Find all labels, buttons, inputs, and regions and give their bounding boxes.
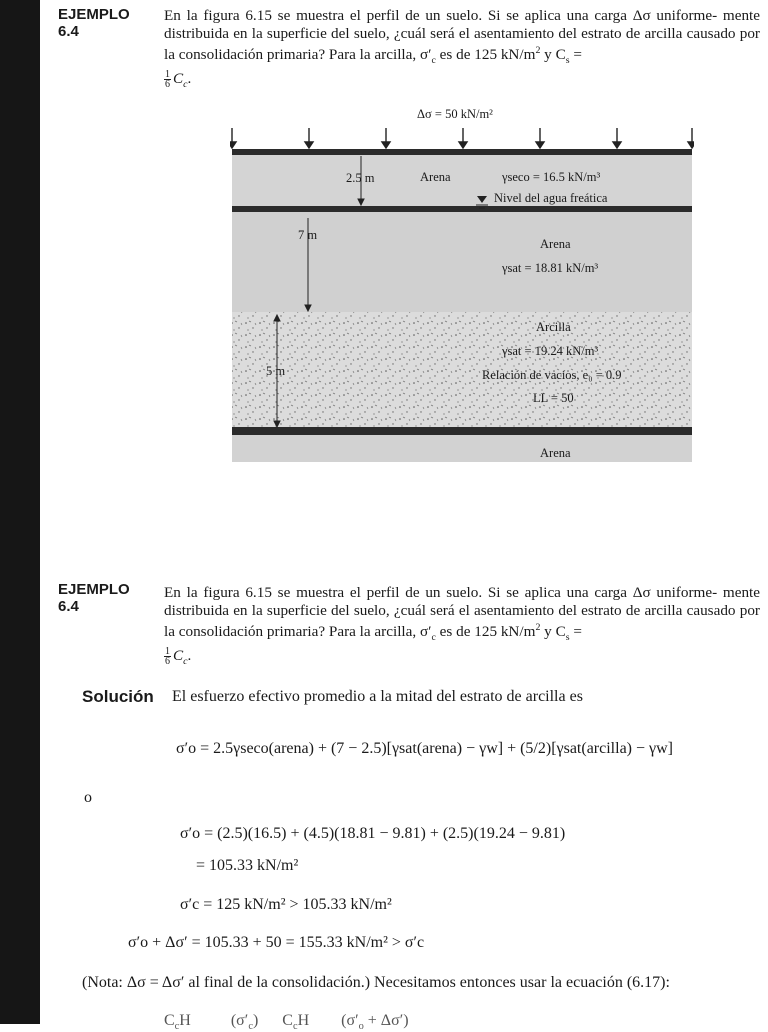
- water-table-label: Nivel del agua freática: [494, 191, 608, 205]
- liquid-limit-label: LL = 50: [533, 391, 574, 405]
- layer3-gamma: γsat = 19.24 kN/m³: [502, 344, 599, 358]
- layer-clay: [232, 312, 692, 430]
- void-ratio-label: Relación de vacíos, e₀ = 0.9: [482, 368, 622, 382]
- truncated-equation: $C_cH$ $(\sigma'_c)$ $C_cH$ $(\sigma'_o + \Delta\sigma')$: [164, 1012, 409, 1032]
- layer-saturated-sand: [232, 208, 692, 312]
- layer1-name: Arena: [420, 170, 451, 184]
- layer3-name: Arcilla: [536, 320, 571, 334]
- dim-7m: 7 m: [298, 228, 318, 242]
- example-label-top: EJEMPLO 6.4: [58, 6, 130, 40]
- problem-statement-bottom: En la figura 6.15 se muestra el perfil de un suelo. Si se aplica una carga Δσ uniforme- mente distribuida en la superficie del suelo, ¿cuál será el asentamiento del estrato de arcilla causado por la consolidación primaria? Para la arcilla, $\sigma'_c$ es de 125 $kN/m^2$ y $C_s$ = $\frac{1}{6}$ $C_c$.: [164, 584, 760, 667]
- note-line: (Nota: Δσ = Δσ′ al final de la consolidación.) Necesitamos entonces usar la ecuación (6.17):: [82, 974, 670, 991]
- page-edge-bar: [0, 0, 40, 1024]
- equation-2: σ′o = (2.5)(16.5) + (4.5)(18.81 − 9.81) + (2.5)(19.24 − 9.81): [180, 825, 566, 842]
- layer-dry-sand: [232, 152, 692, 208]
- solution-intro: El esfuerzo efectivo promedio a la mitad del estrato de arcilla es: [172, 688, 583, 705]
- solution-heading: Solución: [82, 687, 154, 706]
- example-label-bottom: EJEMPLO 6.4: [58, 581, 130, 615]
- dim-2-5m: 2.5 m: [346, 171, 375, 185]
- load-label: Δσ = 50 kN/m²: [417, 107, 493, 121]
- layer2-name: Arena: [540, 237, 571, 251]
- soil-profile-diagram: [230, 104, 694, 464]
- equation-4: σ′c = 125 kN/m² > 105.33 kN/m²: [180, 896, 392, 913]
- soil-profile-figure: [230, 104, 694, 464]
- or-word: o: [84, 789, 92, 806]
- dim-5m: 5 m: [266, 364, 286, 378]
- load-arrows: [230, 128, 694, 148]
- problem-statement-top: En la figura 6.15 se muestra el perfil de un suelo. Si se aplica una carga Δσ uniforme- mente distribuida en la superficie del suelo, ¿cuál será el asentamiento del estrato de arcilla causado por la consolidación primaria? Para la arcilla, $\sigma'_c$ es de 125 $kN/m^2$ y $C_s$ = $\frac{1}{6}$ $C_c$.: [164, 7, 760, 90]
- layer4-name: Arena: [540, 446, 571, 460]
- layer2-gamma: γsat = 18.81 kN/m³: [502, 261, 599, 275]
- equation-3: = 105.33 kN/m²: [196, 857, 299, 874]
- layer1-gamma: γseco = 16.5 kN/m³: [502, 170, 601, 184]
- equation-1: σ′o = 2.5γseco(arena) + (7 − 2.5)[γsat(arena) − γw] + (5/2)[γsat(arcilla) − γw]: [176, 740, 673, 757]
- equation-5: σ′o + Δσ′ = 105.33 + 50 = 155.33 kN/m² > σ′c: [128, 934, 425, 951]
